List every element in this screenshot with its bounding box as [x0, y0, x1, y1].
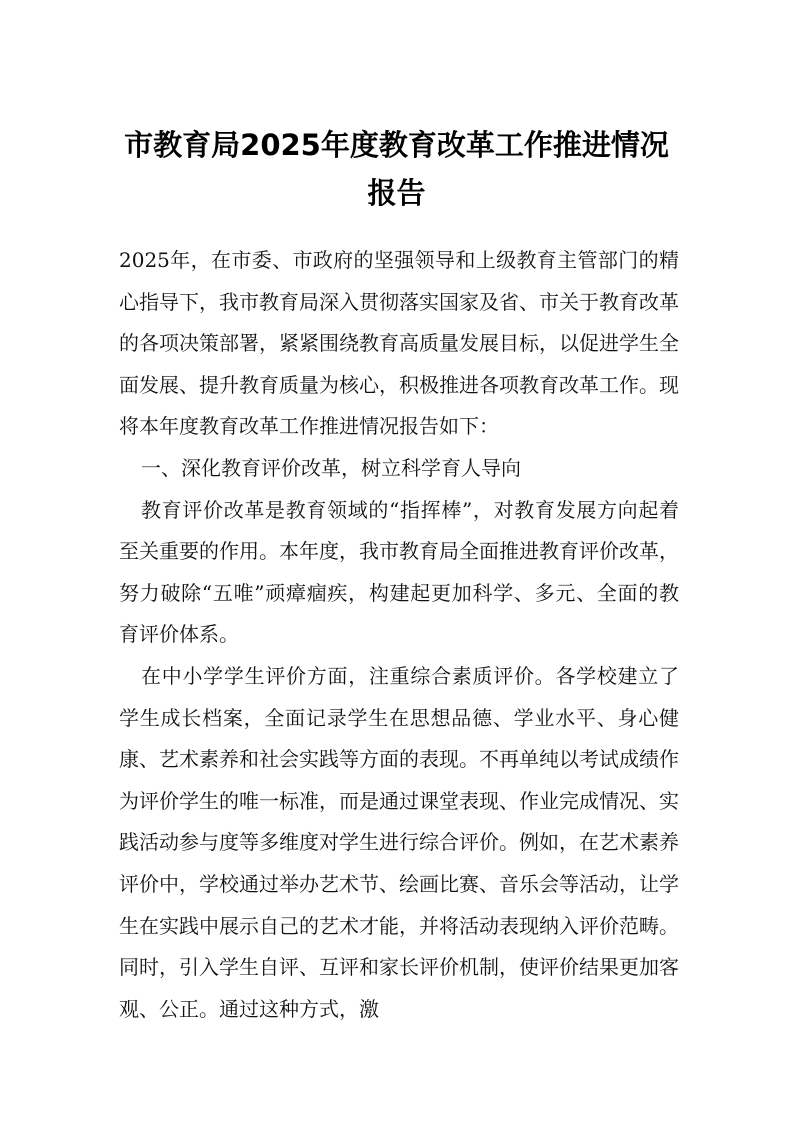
body-paragraph: 在中小学学生评价方面，注重综合素质评价。各学校建立了学生成长档案，全面记录学生在思想品德、学业水平、身心健康、艺术素养和社会实践等方面的表现。不再单纯以考试成绩作为评价学生的唯一标准，而是通过课堂表现、作业完成情况、实践活动参与度等多维度对学生进行综合评价。例如，在艺术素养评价中，学校通过举办艺术节、绘画比赛、音乐会等活动，让学生在实践中展示自己的艺术才能，并将活动表现纳入评价范畴。同时，引入学生自评、互评和家长评价机制，使评价结果更加客观、公正。通过这种方式，激	[119, 663, 679, 1021]
document-body	[119, 240, 679, 1030]
intro-paragraph: 2025年，在市委、市政府的坚强领导和上级教育主管部门的精心指导下，我市教育局深入贯彻落实国家及省、市关于教育改革的各项决策部署，紧紧围绕教育高质量发展目标，以促进学生全面发展、提升教育质量为核心，积极推进各项教育改革工作。现将本年度教育改革工作推进情况报告如下：	[119, 248, 679, 439]
document-title-line-1: 市教育局2025年度教育改革工作推进情况	[124, 128, 669, 162]
body-paragraph: 教育评价改革是教育领域的“指挥棒”，对教育发展方向起着至关重要的作用。本年度，我市教育局全面推进教育评价改革，努力破除“五唯”顽瘴痼疾，构建起更加科学、多元、全面的教育评价体系。	[119, 497, 679, 647]
section-heading-1: 一、深化教育评价改革，树立科学育人导向	[141, 455, 521, 480]
document-title-line-2: 报告	[367, 176, 426, 210]
